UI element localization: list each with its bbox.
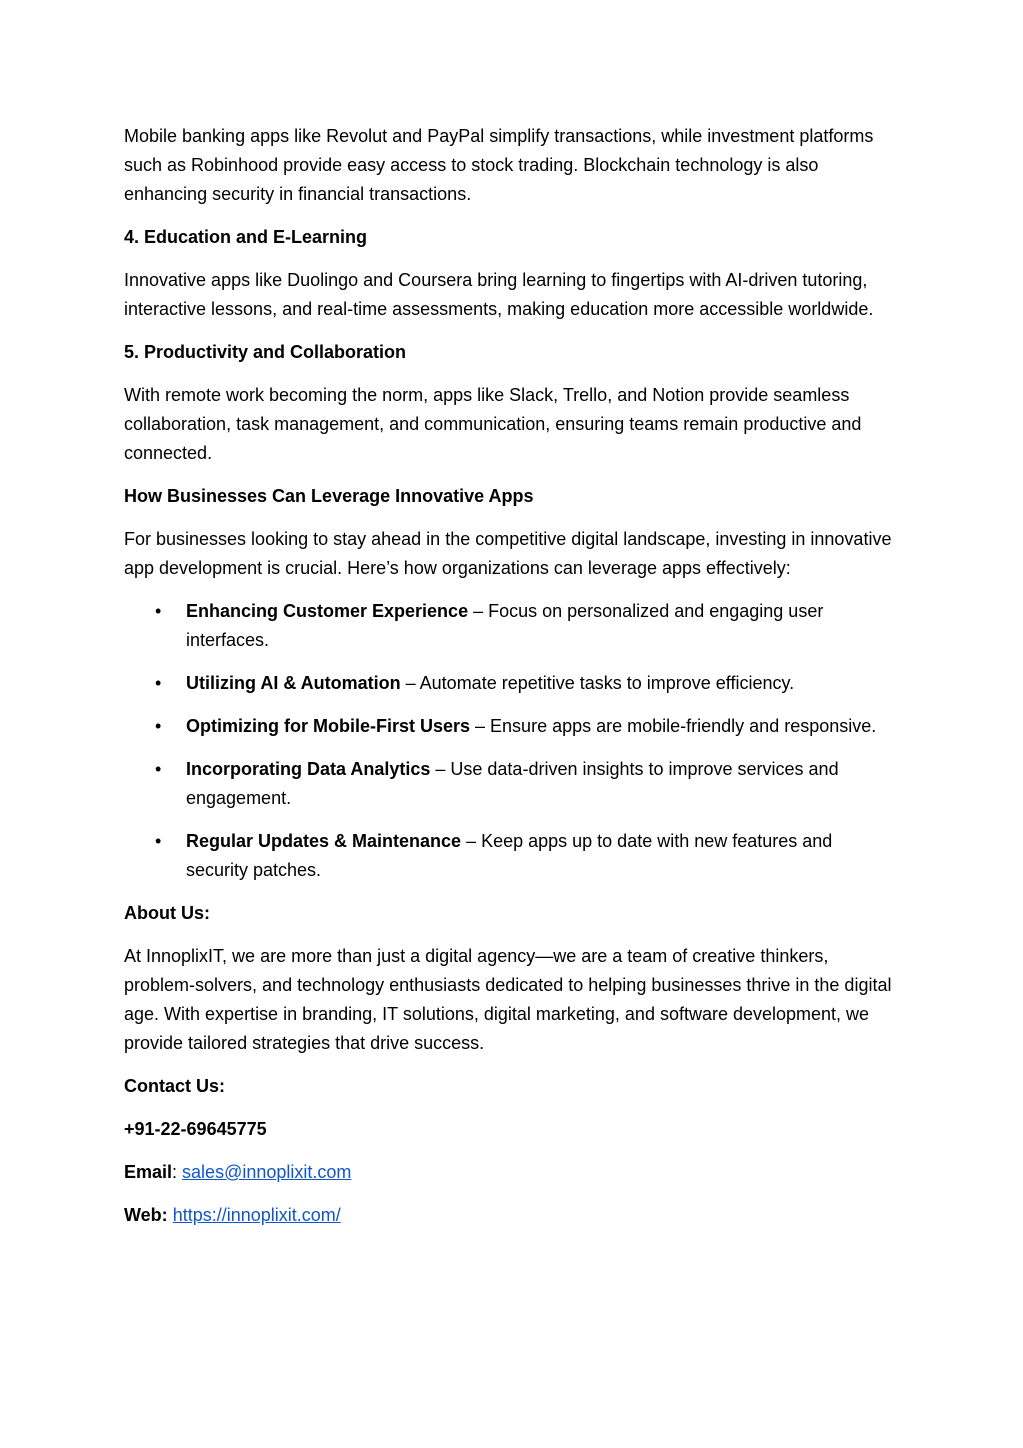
web-label: Web: (124, 1205, 168, 1225)
productivity-heading: 5. Productivity and Collaboration (124, 342, 407, 362)
list-item-title: Enhancing Customer Experience (186, 601, 469, 621)
list-item (124, 597, 894, 655)
about-paragraph: At InnoplixIT, we are more than just a digital agency—we are a team of creative thinkers, problem-solvers, and technology enthusiasts dedicated to helping businesses thrive in the digital age. With expertise in branding, IT solutions, digital marketing, and software development, we provide tailored strategies that drive success. (124, 946, 892, 1053)
list-item (124, 755, 894, 813)
list-item-text: – Keep apps up to date with new features and security patches. (186, 831, 833, 880)
bullet-icon: • (155, 673, 162, 693)
contact-web-line (124, 1201, 894, 1230)
email-label: Email (124, 1162, 173, 1182)
education-heading: 4. Education and E-Learning (124, 227, 368, 247)
list-item-text: – Focus on personalized and engaging user interfaces. (186, 601, 824, 650)
list-item-text: – Automate repetitive tasks to improve efficiency. (400, 673, 795, 693)
list-item-text: – Ensure apps are mobile-friendly and responsive. (470, 716, 877, 736)
bullet-icon: • (155, 716, 162, 736)
bullet-icon: • (155, 831, 162, 851)
website-link[interactable]: https://innoplixit.com/ (172, 1205, 341, 1225)
leverage-heading: How Businesses Can Leverage Innovative Apps (124, 486, 534, 506)
list-item-title: Incorporating Data Analytics (186, 759, 431, 779)
bullet-icon: • (155, 601, 162, 621)
list-item-title: Regular Updates & Maintenance (186, 831, 462, 851)
bullet-icon: • (155, 759, 162, 779)
contact-phone: +91-22-69645775 (124, 1119, 267, 1139)
email-link[interactable]: sales@innoplixit.com (182, 1162, 352, 1182)
list-item-title: Utilizing AI & Automation (186, 673, 401, 693)
about-heading: About Us: (124, 903, 210, 923)
intro-paragraph: Mobile banking apps like Revolut and PayPal simplify transactions, while investment platforms such as Robinhood provide easy access to stock trading. Blockchain technology is also enhancing security in financial transactions. (124, 126, 874, 204)
list-item-title: Optimizing for Mobile-First Users (186, 716, 471, 736)
contact-heading: Contact Us: (124, 1076, 226, 1096)
strategy-list (124, 597, 894, 885)
list-item (124, 827, 894, 885)
productivity-paragraph: With remote work becoming the norm, apps like Slack, Trello, and Notion provide seamless collaboration, task management, and communication, ensuring teams remain productive and connected. (124, 385, 862, 463)
list-item (124, 712, 894, 741)
list-item (124, 669, 894, 698)
education-paragraph: Innovative apps like Duolingo and Coursera bring learning to fingertips with AI-driven tutoring, interactive lessons, and real-time assessments, making education more accessible worldwide. (124, 270, 874, 319)
list-item-text: – Use data-driven insights to improve services and engagement. (186, 759, 839, 808)
contact-email-line (124, 1158, 894, 1187)
email-separator: : (172, 1162, 183, 1182)
leverage-paragraph: For businesses looking to stay ahead in the competitive digital landscape, investing in innovative app development is crucial. Here’s how organizations can leverage apps effectively: (124, 529, 892, 578)
document-page (124, 122, 894, 1244)
